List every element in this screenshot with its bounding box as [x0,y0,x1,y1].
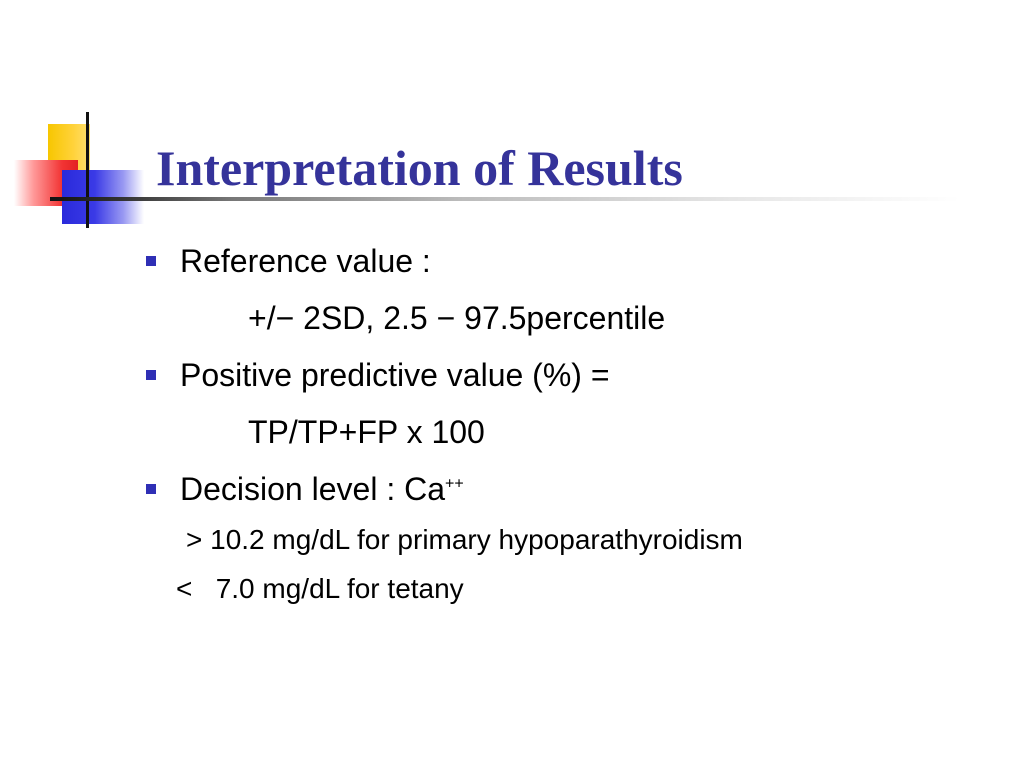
bullet-label: Positive predictive value (%) = [180,357,610,393]
bullet-label: Decision level : Ca [180,471,445,507]
bullet-label: Reference value : [180,243,431,279]
decision-detail-primary-hypoparathyroidism: > 10.2 mg/dL for primary hypoparathyroidism [186,524,743,555]
decision-detail-tetany: < 7.0 mg/dL for tetany [176,573,464,604]
bullet-item-positive-predictive-value [146,355,610,395]
square-bullet-icon [146,370,156,380]
bullet-item-reference-value [146,241,431,281]
superscript: ++ [445,475,464,493]
bullet-detail: +/− 2SD, 2.5 − 97.5percentile [248,300,666,336]
slide-title: Interpretation of Results [156,140,683,196]
square-bullet-icon [146,256,156,266]
bullet-item-decision-level [146,469,464,509]
square-bullet-icon [146,484,156,494]
bullet-detail: TP/TP+FP x 100 [248,414,485,450]
